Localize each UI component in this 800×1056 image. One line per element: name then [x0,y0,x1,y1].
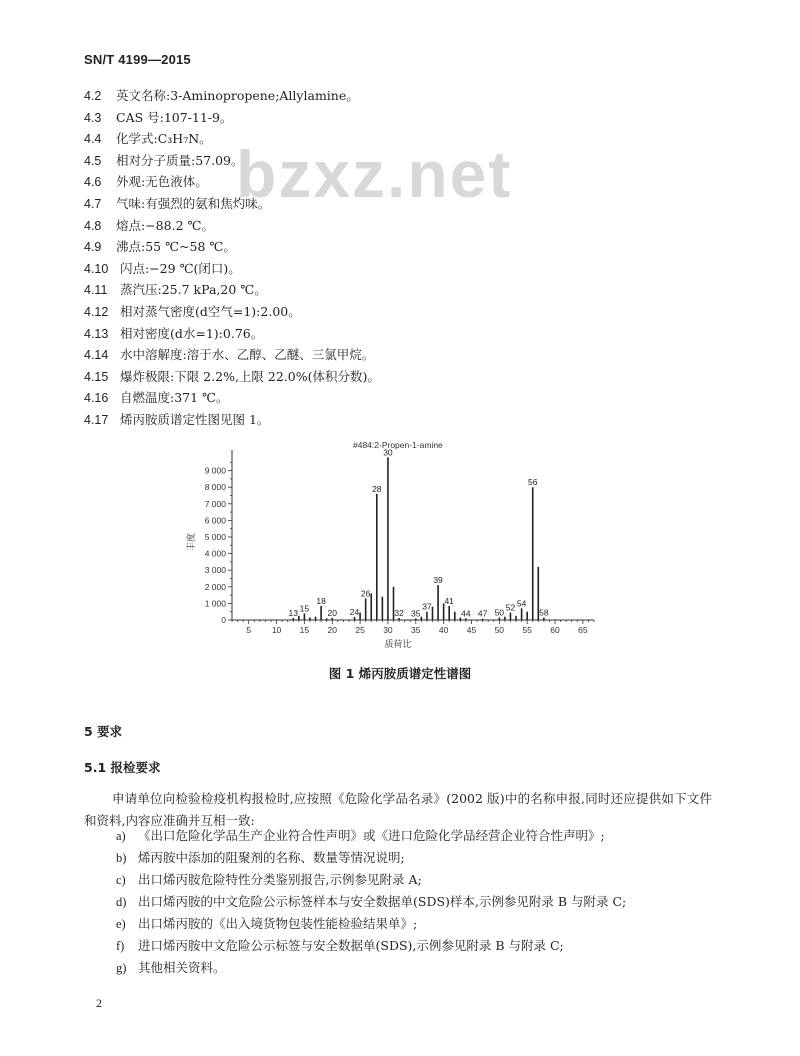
list-marker: d) [116,895,127,909]
list-marker: b) [116,851,127,865]
peak-label-26: 26 [360,588,371,599]
chart-title: #484:2-Propen-1-amine [353,440,443,450]
item-number: 4.5 [84,153,102,168]
item-text: 熔点:−88.2 ℃。 [116,217,214,233]
item-number: 4.14 [84,348,109,363]
item-number: 4.15 [84,369,109,384]
figure-caption: 图 1 烯丙胺质谱定性谱图 [328,666,472,681]
x-tick-label: 55 [522,625,532,635]
item-number: 4.17 [84,413,109,427]
item-text: 外观:无色液体。 [116,174,208,190]
y-tick-label: 5 000 [204,532,226,542]
list-text: 《出口危险化学品生产企业符合性声明》或《进口危险化学品经营企业符合性声明》; [138,828,605,843]
item-text: 相对分子质量:57.09。 [116,152,244,168]
peak-label-52: 52 [505,602,516,613]
property-item [84,194,684,214]
property-item [84,345,684,365]
item-number: 4.12 [84,305,109,319]
list-item [116,936,716,956]
list-text: 其他相关资料。 [138,960,226,975]
property-item [84,302,684,322]
page-number: 2 [96,996,102,1010]
peak-label-24: 24 [349,607,360,618]
item-number: 4.10 [84,261,109,276]
item-number: 4.8 [84,218,102,233]
item-text: 相对密度(d水=1):0.76。 [120,325,264,341]
standard-code-header: SN/T 4199—2015 [84,52,191,67]
y-tick-label: 8 000 [204,482,226,493]
property-item [84,259,684,279]
x-tick-label: 35 [411,625,421,635]
peak-label-41: 41 [444,595,454,606]
peak-label-50: 50 [494,607,505,618]
list-item [116,914,716,934]
item-number: 4.7 [84,197,102,211]
peak-label-37: 37 [422,601,432,612]
peak-label-20: 20 [327,607,337,618]
list-text: 烯丙胺中添加的阻聚剂的名称、数量等情况说明; [138,850,405,865]
list-marker: c) [116,873,126,887]
item-number: 4.16 [84,391,109,406]
item-text: 烯丙胺质谱定性图见图 1。 [120,412,270,427]
item-text: 化学式:C₃H₇N。 [116,131,212,147]
list-item [116,848,716,868]
peak-label-32: 32 [394,608,404,619]
chart-peaks [289,447,549,620]
item-text: 蒸汽压:25.7 kPa,20 ℃。 [120,282,267,298]
y-tick-label: 0 [221,615,226,625]
list-item [116,958,716,978]
item-text: 沸点:55 ℃~58 ℃。 [116,239,236,255]
list-marker: f) [116,939,125,953]
peak-label-54: 54 [516,598,527,609]
property-item [84,410,684,430]
item-text: 英文名称:3-Aminopropene;Allylamine。 [116,88,359,103]
x-tick-label: 60 [550,625,560,635]
property-item [84,86,684,106]
y-tick-label: 7 000 [204,498,226,509]
peak-label-44: 44 [461,608,471,619]
y-tick-label: 4 000 [204,548,226,559]
peak-label-58: 58 [539,607,549,618]
item-number: 4.6 [84,175,102,190]
x-tick-label: 10 [271,625,282,635]
list-marker: g) [116,961,127,975]
x-tick-label: 50 [494,625,505,635]
y-tick-label: 3 000 [204,565,226,576]
peak-label-47: 47 [477,608,488,619]
peak-label-39: 39 [433,575,443,586]
item-number: 4.3 [84,110,102,125]
section-heading-5: 5 要求 [84,724,123,739]
x-tick-label: 30 [383,625,393,635]
y-tick-label: 9 000 [204,465,226,476]
property-item [84,172,684,192]
item-text: 相对蒸气密度(d空气=1):2.00。 [120,304,301,319]
item-text: CAS 号:107-11-9。 [116,109,233,125]
peak-label-18: 18 [316,595,326,606]
list-item [116,826,716,846]
mass-spectrum-chart [170,434,610,654]
list-item [116,870,716,890]
x-axis-label: 质荷比 [384,639,412,649]
list-text: 进口烯丙胺中文危险公示标签与安全数据单(SDS),示例参见附录 B 与附录 C; [138,938,564,953]
y-tick-label: 2 000 [204,581,226,592]
y-tick-label: 6 000 [204,515,226,526]
x-tick-label: 45 [466,625,477,635]
item-text: 自燃温度:371 ℃。 [120,390,229,406]
item-text: 气味:有强烈的氨和焦灼味。 [116,196,271,211]
x-tick-label: 20 [327,625,337,635]
watermark: bzxz.net [236,137,513,211]
property-item [84,129,684,149]
property-item [84,367,684,387]
x-tick-label: 5 [246,625,252,635]
x-tick-label: 65 [578,625,588,635]
peak-label-28: 28 [372,483,382,494]
list-text: 出口烯丙胺的中文危险公示标签样本与安全数据单(SDS)样本,示例参见附录 B 与附录 C; [138,894,627,909]
y-tick-label: 1 000 [204,598,226,609]
property-item [84,108,684,128]
x-tick-label: 40 [438,625,449,635]
list-text: 出口烯丙胺危险特性分类鉴别报告,示例参见附录 A; [138,872,422,887]
peak-label-15: 15 [299,603,310,614]
item-text: 闪点:−29 ℃(闭口)。 [120,260,241,276]
item-number: 4.13 [84,326,109,341]
list-item [116,892,716,912]
peak-label-56: 56 [528,477,538,488]
property-item [84,324,684,344]
item-number: 4.9 [84,240,102,255]
item-number: 4.2 [84,89,102,103]
item-text: 水中溶解度:溶于水、乙醇、乙醚、三氯甲烷。 [120,347,375,363]
property-item [84,280,684,300]
list-marker: e) [116,917,126,931]
mass-spectrum-svg [170,434,610,654]
peak-label-35: 35 [411,608,421,619]
body-paragraph: 申请单位向检验检疫机构报检时,应按照《危险化学品名录》(2002 版)中的名称申报,同时还应提供如下文件和资料,内容应准确并互相一致: [84,791,712,828]
list-text: 出口烯丙胺的《出入境货物包装性能检验结果单》; [138,916,418,931]
section-heading-5-1: 5.1 报检要求 [84,760,161,775]
x-tick-label: 25 [355,625,365,635]
x-tick-label: 15 [299,625,310,635]
item-text: 爆炸极限:下限 2.2%,上限 22.0%(体积分数)。 [120,368,380,384]
property-item [84,237,684,257]
peak-label-13: 13 [288,608,298,619]
property-item [84,151,684,171]
item-number: 4.11 [84,283,108,298]
peak-label-30: 30 [383,447,393,458]
item-number: 4.4 [84,132,102,147]
y-axis-label: 丰度 [186,532,196,552]
property-item [84,388,684,408]
property-item [84,216,684,236]
list-marker: a) [116,829,126,843]
